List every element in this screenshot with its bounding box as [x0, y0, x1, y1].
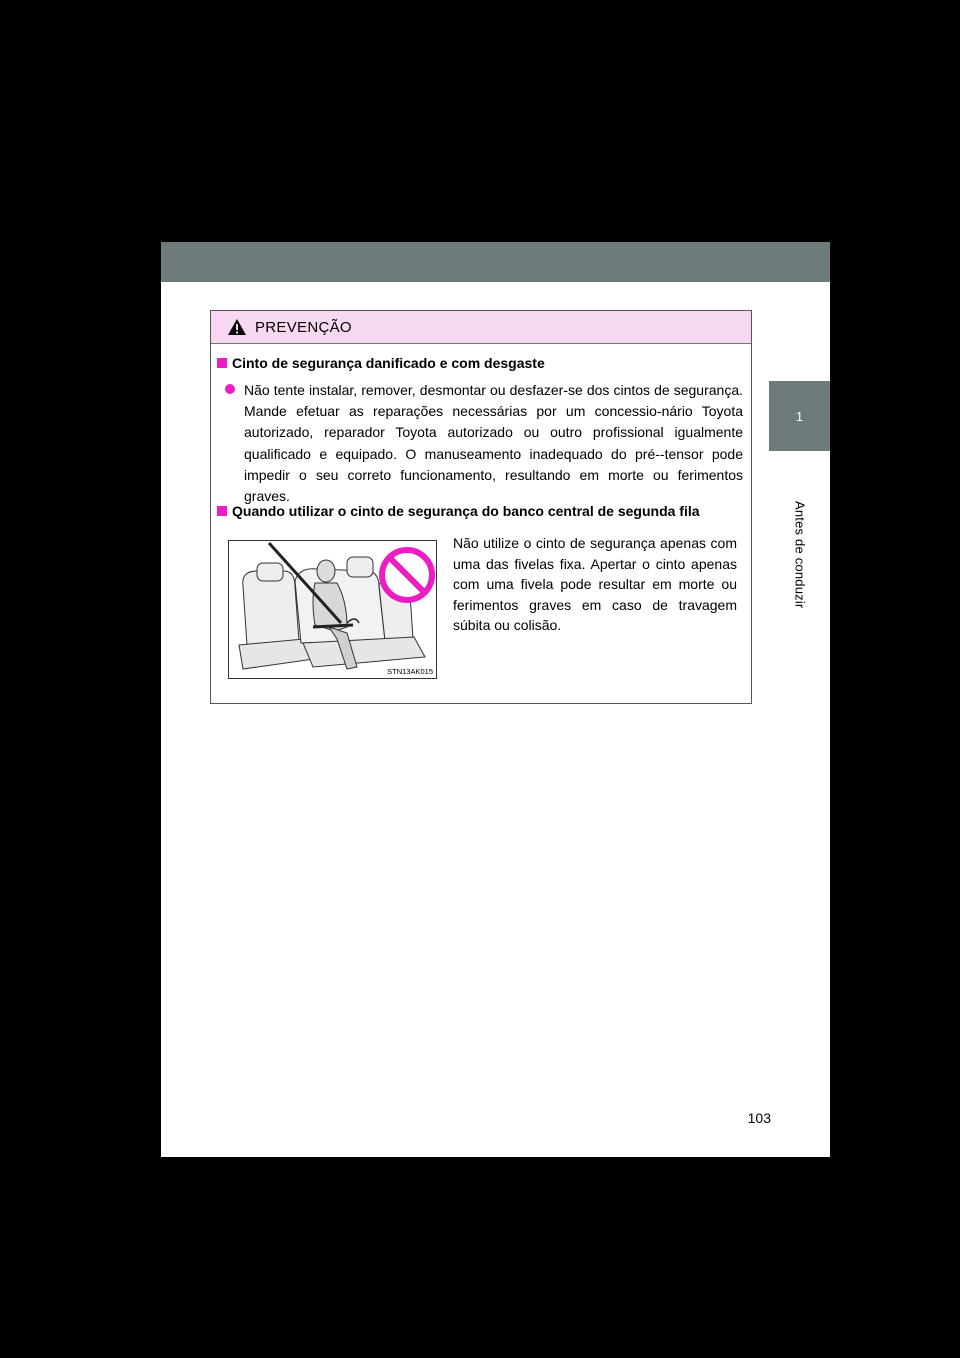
chapter-tab[interactable] [769, 381, 830, 451]
section-heading-center-seat-belt [217, 503, 700, 519]
bullet-text: Não tente instalar, remover, desmontar ou desfazer-se dos cintos de segurança. Mande efetuar as reparações necessárias por um concessio-nário Toyota autorizado, reparador Toyota autorizado ou outro profissional igualmente qualificado e equipado. O manuseamento inadequado do pré--tensor pode impedir o seu correto funcionamento, resultando em morte ou ferimentos graves. [244, 382, 743, 505]
section-title: Quando utilizar o cinto de segurança do banco central de segunda fila [232, 503, 700, 519]
chapter-tab-number: 1 [795, 408, 804, 424]
illustration-code: STN13AK015 [387, 667, 433, 676]
section-title: Cinto de segurança danificado e com desgaste [232, 355, 545, 371]
square-bullet-icon [217, 506, 227, 516]
chapter-label: Antes de conduzir [792, 501, 808, 609]
circle-bullet-icon [225, 384, 235, 394]
section-heading-damaged-belt [217, 355, 545, 371]
caution-title: PREVENÇÃO [255, 318, 352, 336]
header-bar [161, 242, 830, 282]
page-number: 103 [747, 1110, 771, 1126]
caution-header [211, 311, 751, 344]
caution-box [210, 310, 752, 704]
seat-belt-illustration [228, 540, 437, 679]
prohibition-icon [382, 550, 432, 600]
manual-page [161, 242, 830, 1157]
illustration-description: Não utilize o cinto de segurança apenas com uma das fivelas fixa. Apertar o cinto apenas com uma fivela pode resultar em morte ou ferimentos graves em caso de travagem súbita ou colisão. [453, 535, 737, 633]
seat-illustration-drawing [229, 541, 436, 678]
square-bullet-icon [217, 358, 227, 368]
warning-triangle-icon [227, 318, 247, 336]
bullet-item [225, 380, 743, 507]
